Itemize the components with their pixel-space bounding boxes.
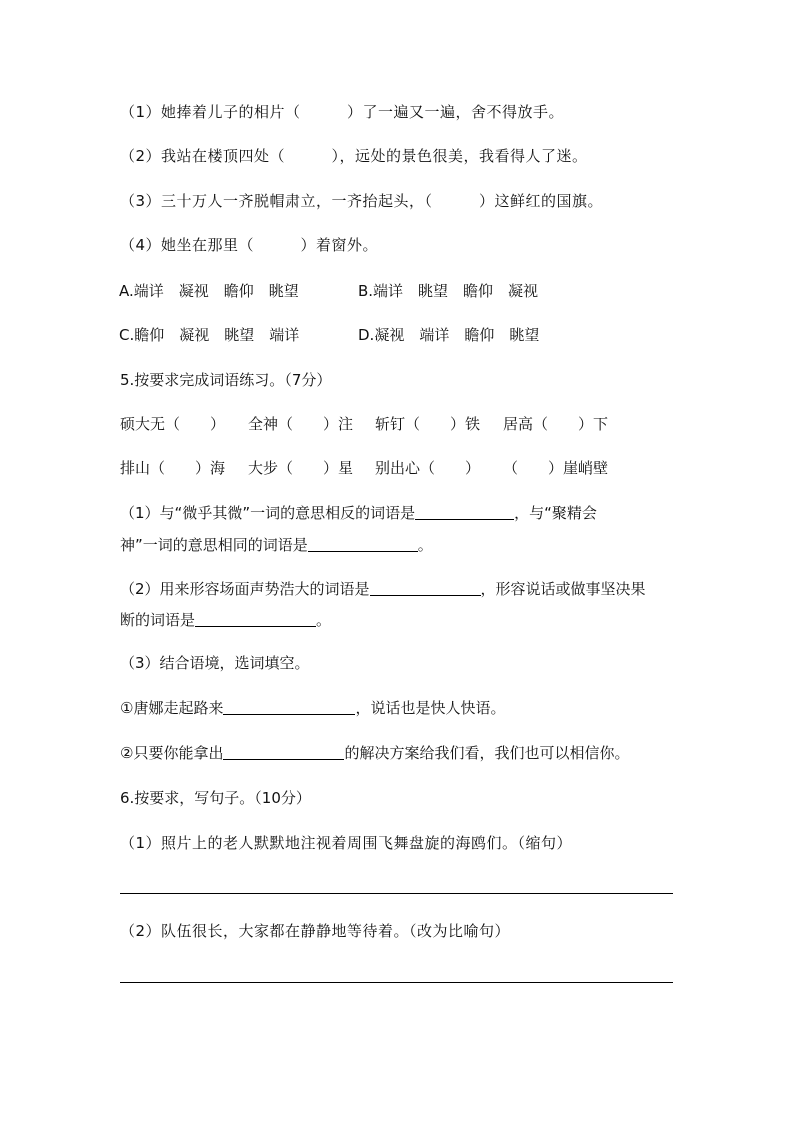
word-item: 别出心（ ）	[375, 459, 481, 477]
answer-blank[interactable]	[223, 698, 355, 715]
q4-item-3: （3）三十万人一齐脱帽肃立，一齐抬起头，（ ）这鲜红的国旗。	[120, 192, 604, 210]
word-item: （ ）崖峭壁	[503, 459, 609, 477]
word-item: 硕大无（ ）	[120, 415, 226, 433]
answer-line[interactable]	[120, 982, 673, 983]
q4-option-b: B.端详 眺望 瞻仰 凝视	[358, 282, 539, 300]
q5-sub2-line1: （2）用来形容场面声势浩大的词语是 ，形容说话或做事坚决果	[120, 580, 646, 598]
word-item: 斩钉（ ）铁	[375, 415, 481, 433]
q4-option-a: A.端详 凝视 瞻仰 眺望	[119, 282, 299, 300]
q4-option-c: C.瞻仰 凝视 眺望 端详	[119, 326, 300, 344]
q4-option-d: D.凝视 端详 瞻仰 眺望	[358, 326, 540, 344]
word-item: 排山（ ）海	[120, 459, 226, 477]
answer-blank[interactable]	[415, 503, 514, 520]
q5-title: 5.按要求完成词语练习。（7分）	[120, 371, 332, 389]
q5-sub2-line2: 断的词语是 。	[120, 611, 332, 629]
q4-item-4: （4）她坐在那里（ ）着窗外。	[120, 236, 379, 254]
q6-sub1: （1）照片上的老人默默地注视着周围飞舞盘旋的海鸥们。（缩句）	[120, 834, 573, 852]
word-item: 全神（ ）注	[248, 415, 354, 433]
q5-sub1-line1: （1）与“微乎其微”一词的意思相反的词语是 ，与“聚精会	[120, 504, 597, 522]
q5-sub1-line2: 神”一词的意思相同的词语是 。	[120, 536, 433, 554]
q4-item-2: （2）我站在楼顶四处（ ），远处的景色很美，我看得人了迷。	[120, 147, 588, 165]
word-item: 居高（ ）下	[503, 415, 609, 433]
q5-choice-2: ②只要你能拿出 的解决方案给我们看，我们也可以相信你。	[120, 744, 630, 762]
q6-title: 6.按要求，写句子。（10分）	[120, 789, 311, 807]
answer-blank[interactable]	[195, 610, 316, 627]
answer-blank[interactable]	[223, 743, 344, 760]
answer-blank[interactable]	[308, 535, 418, 552]
answer-line[interactable]	[120, 893, 673, 894]
q5-choice-1: ①唐娜走起路来 ，说话也是快人快语。	[120, 699, 506, 717]
q5-sub3: （3）结合语境，选词填空。	[120, 654, 310, 672]
q4-item-1: （1）她捧着儿子的相片（ ）了一遍又一遍，舍不得放手。	[120, 103, 565, 121]
word-item: 大步（ ）星	[248, 459, 354, 477]
q6-sub2: （2）队伍很长，大家都在静静地等待着。（改为比喻句）	[120, 922, 511, 940]
answer-blank[interactable]	[370, 579, 481, 596]
